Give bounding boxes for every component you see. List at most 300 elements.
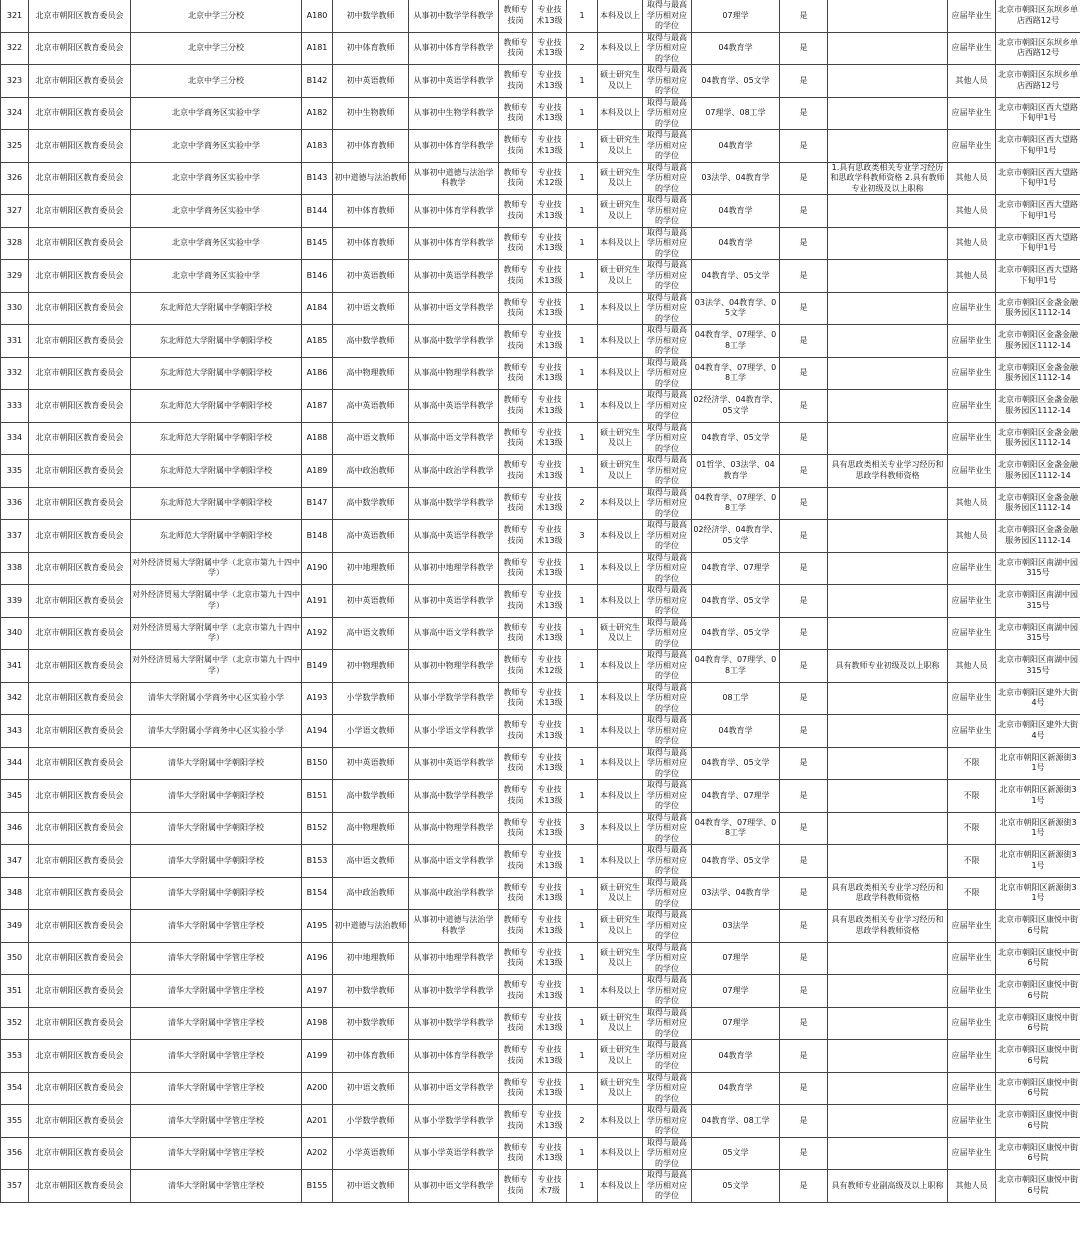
degree-cell: 取得与最高学历相对应的学位 [643,1137,692,1170]
major-cell: 04教育学、07理学、08工学 [692,357,780,390]
row-number: 354 [1,1072,29,1105]
position-category-cell: 教师专技岗 [499,520,533,553]
address-cell: 北京市朝阳区康悦中街6号院 [996,1007,1080,1040]
major-cell: 04教育学、05文学 [692,260,780,293]
beijing-hukou-cell: 是 [780,682,828,715]
school-cell: 东北师范大学附属中学朝阳学校 [131,487,302,520]
headcount-cell: 1 [567,260,598,293]
position-level-cell: 专业技术13级 [533,227,567,260]
school-cell: 东北师范大学附属中学朝阳学校 [131,292,302,325]
position-level-cell: 专业技术13级 [533,552,567,585]
major-cell: 03法学、04教育学、05文学 [692,292,780,325]
department-cell: 北京市朝阳区教育委员会 [29,942,131,975]
position-name-cell: 初中英语教师 [333,585,409,618]
position-level-cell: 专业技术13级 [533,130,567,163]
beijing-hukou-cell: 是 [780,97,828,130]
position-category-cell: 教师专技岗 [499,0,533,32]
department-cell: 北京市朝阳区教育委员会 [29,617,131,650]
duty-description-cell: 从事高中数学学科教学 [409,487,499,520]
education-cell: 本科及以上 [598,520,643,553]
headcount-cell: 1 [567,585,598,618]
table-row [1,325,1080,358]
education-cell: 本科及以上 [598,227,643,260]
duty-description-cell: 从事初中体育学科教学 [409,130,499,163]
major-cell: 04教育学、05文学 [692,617,780,650]
address-cell: 北京市朝阳区康悦中街6号院 [996,910,1080,943]
applicant-type-cell: 其他人员 [948,520,996,553]
address-cell: 北京市朝阳区康悦中街6号院 [996,975,1080,1008]
position-code-cell: B146 [302,260,333,293]
education-cell: 硕士研究生及以上 [598,195,643,228]
headcount-cell: 2 [567,32,598,65]
school-cell: 北京中学商务区实验中学 [131,227,302,260]
position-code-cell: A186 [302,357,333,390]
school-cell: 清华大学附属中学管庄学校 [131,975,302,1008]
beijing-hukou-cell: 是 [780,65,828,98]
department-cell: 北京市朝阳区教育委员会 [29,812,131,845]
department-cell: 北京市朝阳区教育委员会 [29,715,131,748]
applicant-type-cell: 不限 [948,845,996,878]
department-cell: 北京市朝阳区教育委员会 [29,325,131,358]
school-cell: 北京中学商务区实验中学 [131,130,302,163]
education-cell: 硕士研究生及以上 [598,162,643,195]
position-name-cell: 初中物理教师 [333,650,409,683]
school-cell: 清华大学附属小学商务中心区实验小学 [131,715,302,748]
position-level-cell: 专业技术13级 [533,1137,567,1170]
education-cell: 本科及以上 [598,682,643,715]
position-code-cell: A182 [302,97,333,130]
position-code-cell: A187 [302,390,333,423]
other-requirements-cell [828,260,948,293]
position-name-cell: 高中语文教师 [333,845,409,878]
beijing-hukou-cell: 是 [780,877,828,910]
major-cell: 02经济学、04教育学、05文学 [692,520,780,553]
row-number: 350 [1,942,29,975]
table-row [1,747,1080,780]
education-cell: 本科及以上 [598,975,643,1008]
department-cell: 北京市朝阳区教育委员会 [29,877,131,910]
duty-description-cell: 从事初中地理学科教学 [409,552,499,585]
row-number: 353 [1,1040,29,1073]
degree-cell: 取得与最高学历相对应的学位 [643,1040,692,1073]
other-requirements-cell [828,357,948,390]
school-cell: 东北师范大学附属中学朝阳学校 [131,520,302,553]
education-cell: 本科及以上 [598,845,643,878]
table-row [1,260,1080,293]
position-level-cell: 专业技术13级 [533,0,567,32]
beijing-hukou-cell: 是 [780,1007,828,1040]
headcount-cell: 1 [567,845,598,878]
applicant-type-cell: 应届毕业生 [948,910,996,943]
duty-description-cell: 从事小学语文学科教学 [409,715,499,748]
duty-description-cell: 从事高中语文学科教学 [409,845,499,878]
address-cell: 北京市朝阳区新源街31号 [996,877,1080,910]
major-cell: 04教育学 [692,195,780,228]
other-requirements-cell [828,390,948,423]
department-cell: 北京市朝阳区教育委员会 [29,65,131,98]
address-cell: 北京市朝阳区金盏金融服务园区1112-14 [996,390,1080,423]
position-code-cell: A183 [302,130,333,163]
position-level-cell: 专业技术13级 [533,32,567,65]
position-category-cell: 教师专技岗 [499,910,533,943]
row-number: 343 [1,715,29,748]
applicant-type-cell: 应届毕业生 [948,1007,996,1040]
degree-cell: 取得与最高学历相对应的学位 [643,97,692,130]
address-cell: 北京市朝阳区康悦中街6号院 [996,942,1080,975]
position-category-cell: 教师专技岗 [499,715,533,748]
headcount-cell: 1 [567,1072,598,1105]
position-name-cell: 初中道德与法治教师 [333,910,409,943]
education-cell: 硕士研究生及以上 [598,877,643,910]
table-row [1,812,1080,845]
duty-description-cell: 从事小学英语学科教学 [409,1137,499,1170]
address-cell: 北京市朝阳区金盏金融服务园区1112-14 [996,487,1080,520]
applicant-type-cell: 应届毕业生 [948,1105,996,1138]
row-number: 355 [1,1105,29,1138]
position-name-cell: 初中英语教师 [333,260,409,293]
duty-description-cell: 从事高中政治学科教学 [409,455,499,488]
position-category-cell: 教师专技岗 [499,65,533,98]
position-level-cell: 专业技术13级 [533,715,567,748]
department-cell: 北京市朝阳区教育委员会 [29,260,131,293]
table-row [1,487,1080,520]
position-name-cell: 初中数学教师 [333,975,409,1008]
headcount-cell: 1 [567,130,598,163]
school-cell: 东北师范大学附属中学朝阳学校 [131,422,302,455]
position-name-cell: 高中数学教师 [333,780,409,813]
beijing-hukou-cell: 是 [780,0,828,32]
major-cell: 04教育学、05文学 [692,845,780,878]
position-category-cell: 教师专技岗 [499,1137,533,1170]
row-number: 330 [1,292,29,325]
position-code-cell: A181 [302,32,333,65]
applicant-type-cell: 其他人员 [948,487,996,520]
address-cell: 北京市朝阳区南湖中园315号 [996,650,1080,683]
education-cell: 本科及以上 [598,1105,643,1138]
school-cell: 清华大学附属中学朝阳学校 [131,877,302,910]
position-level-cell: 专业技术13级 [533,487,567,520]
position-name-cell: 初中英语教师 [333,65,409,98]
department-cell: 北京市朝阳区教育委员会 [29,1170,131,1203]
position-code-cell: A201 [302,1105,333,1138]
duty-description-cell: 从事初中地理学科教学 [409,942,499,975]
position-name-cell: 初中体育教师 [333,130,409,163]
other-requirements-cell [828,585,948,618]
position-category-cell: 教师专技岗 [499,487,533,520]
position-category-cell: 教师专技岗 [499,130,533,163]
beijing-hukou-cell: 是 [780,715,828,748]
education-cell: 本科及以上 [598,357,643,390]
degree-cell: 取得与最高学历相对应的学位 [643,292,692,325]
department-cell: 北京市朝阳区教育委员会 [29,0,131,32]
position-level-cell: 专业技术7级 [533,1170,567,1203]
position-name-cell: 初中语文教师 [333,1170,409,1203]
school-cell: 北京中学商务区实验中学 [131,260,302,293]
school-cell: 清华大学附属中学管庄学校 [131,1105,302,1138]
degree-cell: 取得与最高学历相对应的学位 [643,195,692,228]
address-cell: 北京市朝阳区建外大街4号 [996,715,1080,748]
table-row [1,292,1080,325]
degree-cell: 取得与最高学历相对应的学位 [643,682,692,715]
position-category-cell: 教师专技岗 [499,1105,533,1138]
major-cell: 07理学 [692,1007,780,1040]
position-name-cell: 初中道德与法治教师 [333,162,409,195]
headcount-cell: 1 [567,357,598,390]
address-cell: 北京市朝阳区东坝乡单店西路12号 [996,0,1080,32]
other-requirements-cell [828,1105,948,1138]
education-cell: 硕士研究生及以上 [598,942,643,975]
table-row [1,422,1080,455]
row-number: 346 [1,812,29,845]
address-cell: 北京市朝阳区东坝乡单店西路12号 [996,65,1080,98]
position-code-cell: A180 [302,0,333,32]
position-name-cell: 初中数学教师 [333,0,409,32]
table-row [1,715,1080,748]
table-row [1,227,1080,260]
table-row [1,585,1080,618]
other-requirements-cell [828,715,948,748]
major-cell: 04教育学、08工学 [692,1105,780,1138]
position-code-cell: B142 [302,65,333,98]
table-row [1,552,1080,585]
other-requirements-cell [828,780,948,813]
other-requirements-cell: 1.具有思政类相关专业学习经历和思政学科教师资格 2.具有教师专业初级及以上职称 [828,162,948,195]
position-level-cell: 专业技术13级 [533,942,567,975]
applicant-type-cell: 其他人员 [948,65,996,98]
degree-cell: 取得与最高学历相对应的学位 [643,1007,692,1040]
education-cell: 本科及以上 [598,292,643,325]
applicant-type-cell: 应届毕业生 [948,0,996,32]
duty-description-cell: 从事初中英语学科教学 [409,260,499,293]
row-number: 321 [1,0,29,32]
duty-description-cell: 从事高中语文学科教学 [409,617,499,650]
other-requirements-cell [828,325,948,358]
headcount-cell: 2 [567,1105,598,1138]
table-row [1,32,1080,65]
degree-cell: 取得与最高学历相对应的学位 [643,520,692,553]
major-cell: 04教育学、05文学 [692,747,780,780]
position-name-cell: 高中语文教师 [333,422,409,455]
headcount-cell: 1 [567,292,598,325]
department-cell: 北京市朝阳区教育委员会 [29,130,131,163]
degree-cell: 取得与最高学历相对应的学位 [643,65,692,98]
department-cell: 北京市朝阳区教育委员会 [29,227,131,260]
beijing-hukou-cell: 是 [780,942,828,975]
position-category-cell: 教师专技岗 [499,617,533,650]
other-requirements-cell [828,520,948,553]
school-cell: 清华大学附属中学朝阳学校 [131,812,302,845]
position-category-cell: 教师专技岗 [499,97,533,130]
table-row [1,1040,1080,1073]
address-cell: 北京市朝阳区西大望路下甸甲1号 [996,227,1080,260]
degree-cell: 取得与最高学历相对应的学位 [643,845,692,878]
position-category-cell: 教师专技岗 [499,975,533,1008]
table-row [1,390,1080,423]
address-cell: 北京市朝阳区南湖中园315号 [996,617,1080,650]
education-cell: 硕士研究生及以上 [598,422,643,455]
department-cell: 北京市朝阳区教育委员会 [29,910,131,943]
degree-cell: 取得与最高学历相对应的学位 [643,32,692,65]
applicant-type-cell: 应届毕业生 [948,97,996,130]
duty-description-cell: 从事初中语文学科教学 [409,1170,499,1203]
headcount-cell: 3 [567,520,598,553]
other-requirements-cell [828,1040,948,1073]
school-cell: 东北师范大学附属中学朝阳学校 [131,455,302,488]
position-category-cell: 教师专技岗 [499,357,533,390]
major-cell: 04教育学、07理学、08工学 [692,650,780,683]
applicant-type-cell: 应届毕业生 [948,682,996,715]
degree-cell: 取得与最高学历相对应的学位 [643,877,692,910]
major-cell: 08工学 [692,682,780,715]
other-requirements-cell: 具有思政类相关专业学习经历和思政学科教师资格 [828,910,948,943]
position-level-cell: 专业技术13级 [533,877,567,910]
beijing-hukou-cell: 是 [780,520,828,553]
row-number: 352 [1,1007,29,1040]
department-cell: 北京市朝阳区教育委员会 [29,97,131,130]
other-requirements-cell [828,1137,948,1170]
position-code-cell: B150 [302,747,333,780]
headcount-cell: 1 [567,0,598,32]
degree-cell: 取得与最高学历相对应的学位 [643,780,692,813]
headcount-cell: 1 [567,975,598,1008]
address-cell: 北京市朝阳区金盏金融服务园区1112-14 [996,325,1080,358]
address-cell: 北京市朝阳区新源街31号 [996,747,1080,780]
table-row [1,617,1080,650]
position-name-cell: 初中地理教师 [333,552,409,585]
other-requirements-cell: 具有教师专业初级及以上职称 [828,650,948,683]
applicant-type-cell: 应届毕业生 [948,1072,996,1105]
table-row [1,1105,1080,1138]
duty-description-cell: 从事初中语文学科教学 [409,1072,499,1105]
department-cell: 北京市朝阳区教育委员会 [29,682,131,715]
headcount-cell: 1 [567,747,598,780]
duty-description-cell: 从事初中数学学科教学 [409,0,499,32]
row-number: 331 [1,325,29,358]
position-category-cell: 教师专技岗 [499,260,533,293]
department-cell: 北京市朝阳区教育委员会 [29,552,131,585]
table-row [1,910,1080,943]
education-cell: 硕士研究生及以上 [598,1072,643,1105]
school-cell: 清华大学附属中学管庄学校 [131,1072,302,1105]
degree-cell: 取得与最高学历相对应的学位 [643,260,692,293]
position-name-cell: 初中语文教师 [333,1072,409,1105]
position-category-cell: 教师专技岗 [499,325,533,358]
headcount-cell: 1 [567,552,598,585]
department-cell: 北京市朝阳区教育委员会 [29,780,131,813]
headcount-cell: 2 [567,487,598,520]
other-requirements-cell: 具有思政类相关专业学习经历和思政学科教师资格 [828,455,948,488]
address-cell: 北京市朝阳区西大望路下甸甲1号 [996,97,1080,130]
beijing-hukou-cell: 是 [780,910,828,943]
school-cell: 清华大学附属中学管庄学校 [131,1040,302,1073]
row-number: 335 [1,455,29,488]
department-cell: 北京市朝阳区教育委员会 [29,292,131,325]
education-cell: 本科及以上 [598,780,643,813]
beijing-hukou-cell: 是 [780,845,828,878]
row-number: 344 [1,747,29,780]
position-level-cell: 专业技术13级 [533,1072,567,1105]
major-cell: 07理学 [692,0,780,32]
school-cell: 对外经济贸易大学附属中学（北京市第九十四中学） [131,617,302,650]
school-cell: 清华大学附属中学朝阳学校 [131,780,302,813]
applicant-type-cell: 应届毕业生 [948,325,996,358]
applicant-type-cell: 应届毕业生 [948,617,996,650]
degree-cell: 取得与最高学历相对应的学位 [643,715,692,748]
headcount-cell: 1 [567,617,598,650]
address-cell: 北京市朝阳区康悦中街6号院 [996,1105,1080,1138]
position-name-cell: 初中英语教师 [333,747,409,780]
applicant-type-cell: 应届毕业生 [948,130,996,163]
department-cell: 北京市朝阳区教育委员会 [29,520,131,553]
row-number: 334 [1,422,29,455]
degree-cell: 取得与最高学历相对应的学位 [643,325,692,358]
duty-description-cell: 从事初中道德与法治学科教学 [409,162,499,195]
school-cell: 东北师范大学附属中学朝阳学校 [131,357,302,390]
position-level-cell: 专业技术13级 [533,747,567,780]
row-number: 333 [1,390,29,423]
headcount-cell: 1 [567,455,598,488]
major-cell: 07理学 [692,942,780,975]
position-category-cell: 教师专技岗 [499,1007,533,1040]
applicant-type-cell: 其他人员 [948,162,996,195]
major-cell: 05文学 [692,1137,780,1170]
position-code-cell: A195 [302,910,333,943]
department-cell: 北京市朝阳区教育委员会 [29,162,131,195]
major-cell: 03法学 [692,910,780,943]
table-row [1,357,1080,390]
row-number: 337 [1,520,29,553]
duty-description-cell: 从事初中英语学科教学 [409,65,499,98]
applicant-type-cell: 其他人员 [948,227,996,260]
education-cell: 本科及以上 [598,747,643,780]
headcount-cell: 1 [567,877,598,910]
major-cell: 07理学 [692,975,780,1008]
department-cell: 北京市朝阳区教育委员会 [29,195,131,228]
position-code-cell: A190 [302,552,333,585]
school-cell: 北京中学三分校 [131,65,302,98]
position-code-cell: B144 [302,195,333,228]
education-cell: 硕士研究生及以上 [598,455,643,488]
position-name-cell: 高中政治教师 [333,455,409,488]
position-level-cell: 专业技术13级 [533,325,567,358]
position-code-cell: A193 [302,682,333,715]
department-cell: 北京市朝阳区教育委员会 [29,1040,131,1073]
school-cell: 清华大学附属中学朝阳学校 [131,845,302,878]
position-category-cell: 教师专技岗 [499,227,533,260]
beijing-hukou-cell: 是 [780,1040,828,1073]
duty-description-cell: 从事初中体育学科教学 [409,32,499,65]
table-row [1,65,1080,98]
position-level-cell: 专业技术13级 [533,195,567,228]
position-name-cell: 初中体育教师 [333,32,409,65]
department-cell: 北京市朝阳区教育委员会 [29,975,131,1008]
position-code-cell: A192 [302,617,333,650]
duty-description-cell: 从事初中物理学科教学 [409,650,499,683]
department-cell: 北京市朝阳区教育委员会 [29,650,131,683]
position-level-cell: 专业技术13级 [533,910,567,943]
other-requirements-cell [828,747,948,780]
applicant-type-cell: 应届毕业生 [948,390,996,423]
applicant-type-cell: 其他人员 [948,1170,996,1203]
major-cell: 03法学、04教育学 [692,877,780,910]
position-category-cell: 教师专技岗 [499,747,533,780]
duty-description-cell: 从事初中数学学科教学 [409,1007,499,1040]
headcount-cell: 1 [567,1007,598,1040]
position-category-cell: 教师专技岗 [499,1072,533,1105]
other-requirements-cell: 具有教师专业副高级及以上职称 [828,1170,948,1203]
applicant-type-cell: 不限 [948,747,996,780]
row-number: 327 [1,195,29,228]
